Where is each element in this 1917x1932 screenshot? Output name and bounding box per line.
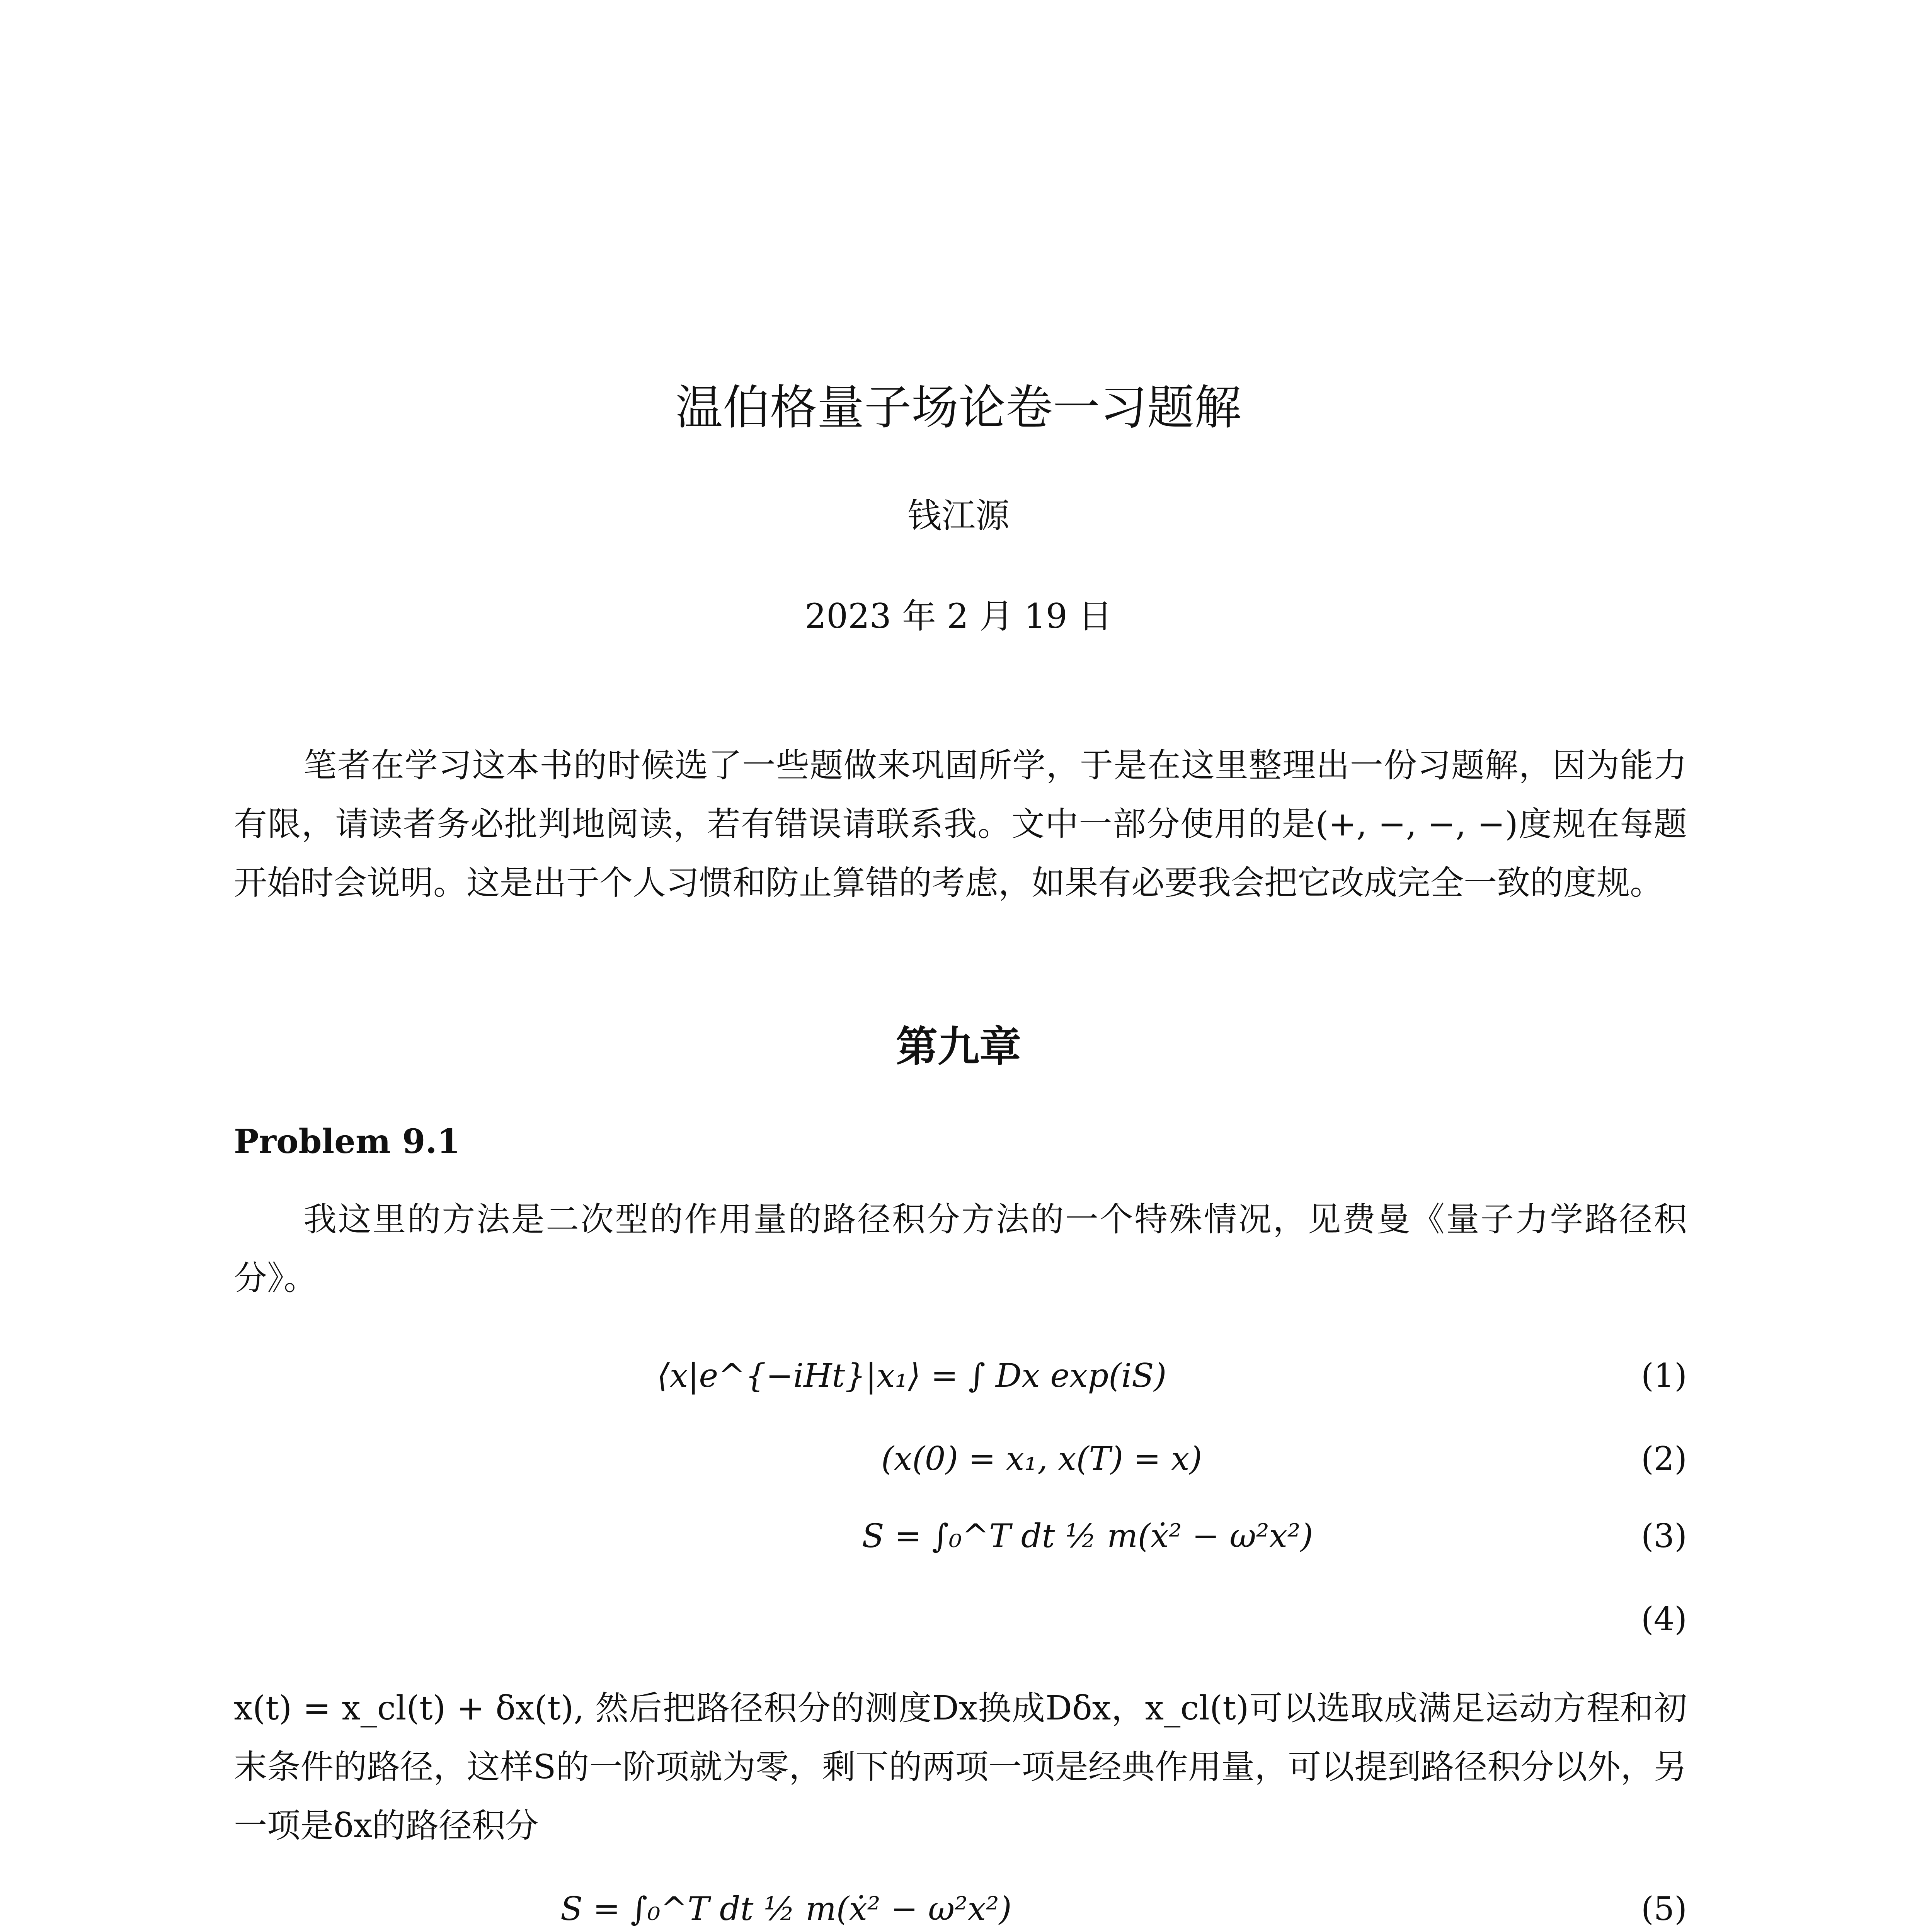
intro-paragraph: 笔者在学习这本书的时候选了一些题做来巩固所学，于是在这里整理出一份习题解，因为能力有限，请读者务必批判地阅读，若有错误请联系我。文中一部分使用的是(+, −, −, −)度规在每题开始时会说明。这是出于个人习惯和防止算错的考虑，如果有必要我会把它改成完全一致的度规。 <box>234 746 1687 902</box>
equation-3-number: (3) <box>1641 1517 1687 1555</box>
equation-1-body: ⟨x|e^{−iHt}|x₁⟩ = ∫ Dx exp(iS) <box>657 1357 1167 1395</box>
equation-3-body: S = ∫₀^T dt ½ m(ẋ² − ω²x²) <box>862 1517 1313 1555</box>
author-name: 钱江源 <box>907 496 1010 536</box>
equation-1-number: (1) <box>1641 1357 1687 1395</box>
document-title: 温伯格量子场论卷一习题解 <box>676 380 1241 435</box>
problem-heading: Problem 9.1 <box>234 1122 460 1161</box>
equation-5 <box>234 1886 1687 1932</box>
equation-3 <box>234 1513 1687 1575</box>
equation-4 <box>234 1596 1687 1658</box>
equation-2-number: (2) <box>1641 1440 1687 1478</box>
equation-5-number: (5) <box>1641 1890 1687 1928</box>
document-date: 2023 年 2 月 19 日 <box>805 596 1112 636</box>
equation-2-body: (x(0) = x₁, x(T) = x) <box>881 1440 1202 1478</box>
chapter-heading: 第九章 <box>896 1023 1021 1071</box>
equation-4-number: (4) <box>1641 1600 1687 1638</box>
equation-1 <box>234 1352 1687 1414</box>
equation-5-body: S = ∫₀^T dt ½ m(ẋ² − ω²x²) <box>560 1890 1012 1928</box>
equation-2 <box>234 1435 1687 1497</box>
method-paragraph: 我这里的方法是二次型的作用量的路径积分方法的一个特殊情况，见费曼《量子力学路径积分》。 <box>234 1200 1687 1298</box>
path-integral-paragraph: x(t) = x_cl(t) + δx(t), 然后把路径积分的测度Dx换成Dδx，x_cl(t)可以选取成满足运动方程和初末条件的路径，这样S的一阶项就为零，剩下的两项一项是经典作用量，可以提到路径积分以外，另一项是δx的路径积分 <box>234 1689 1687 1845</box>
